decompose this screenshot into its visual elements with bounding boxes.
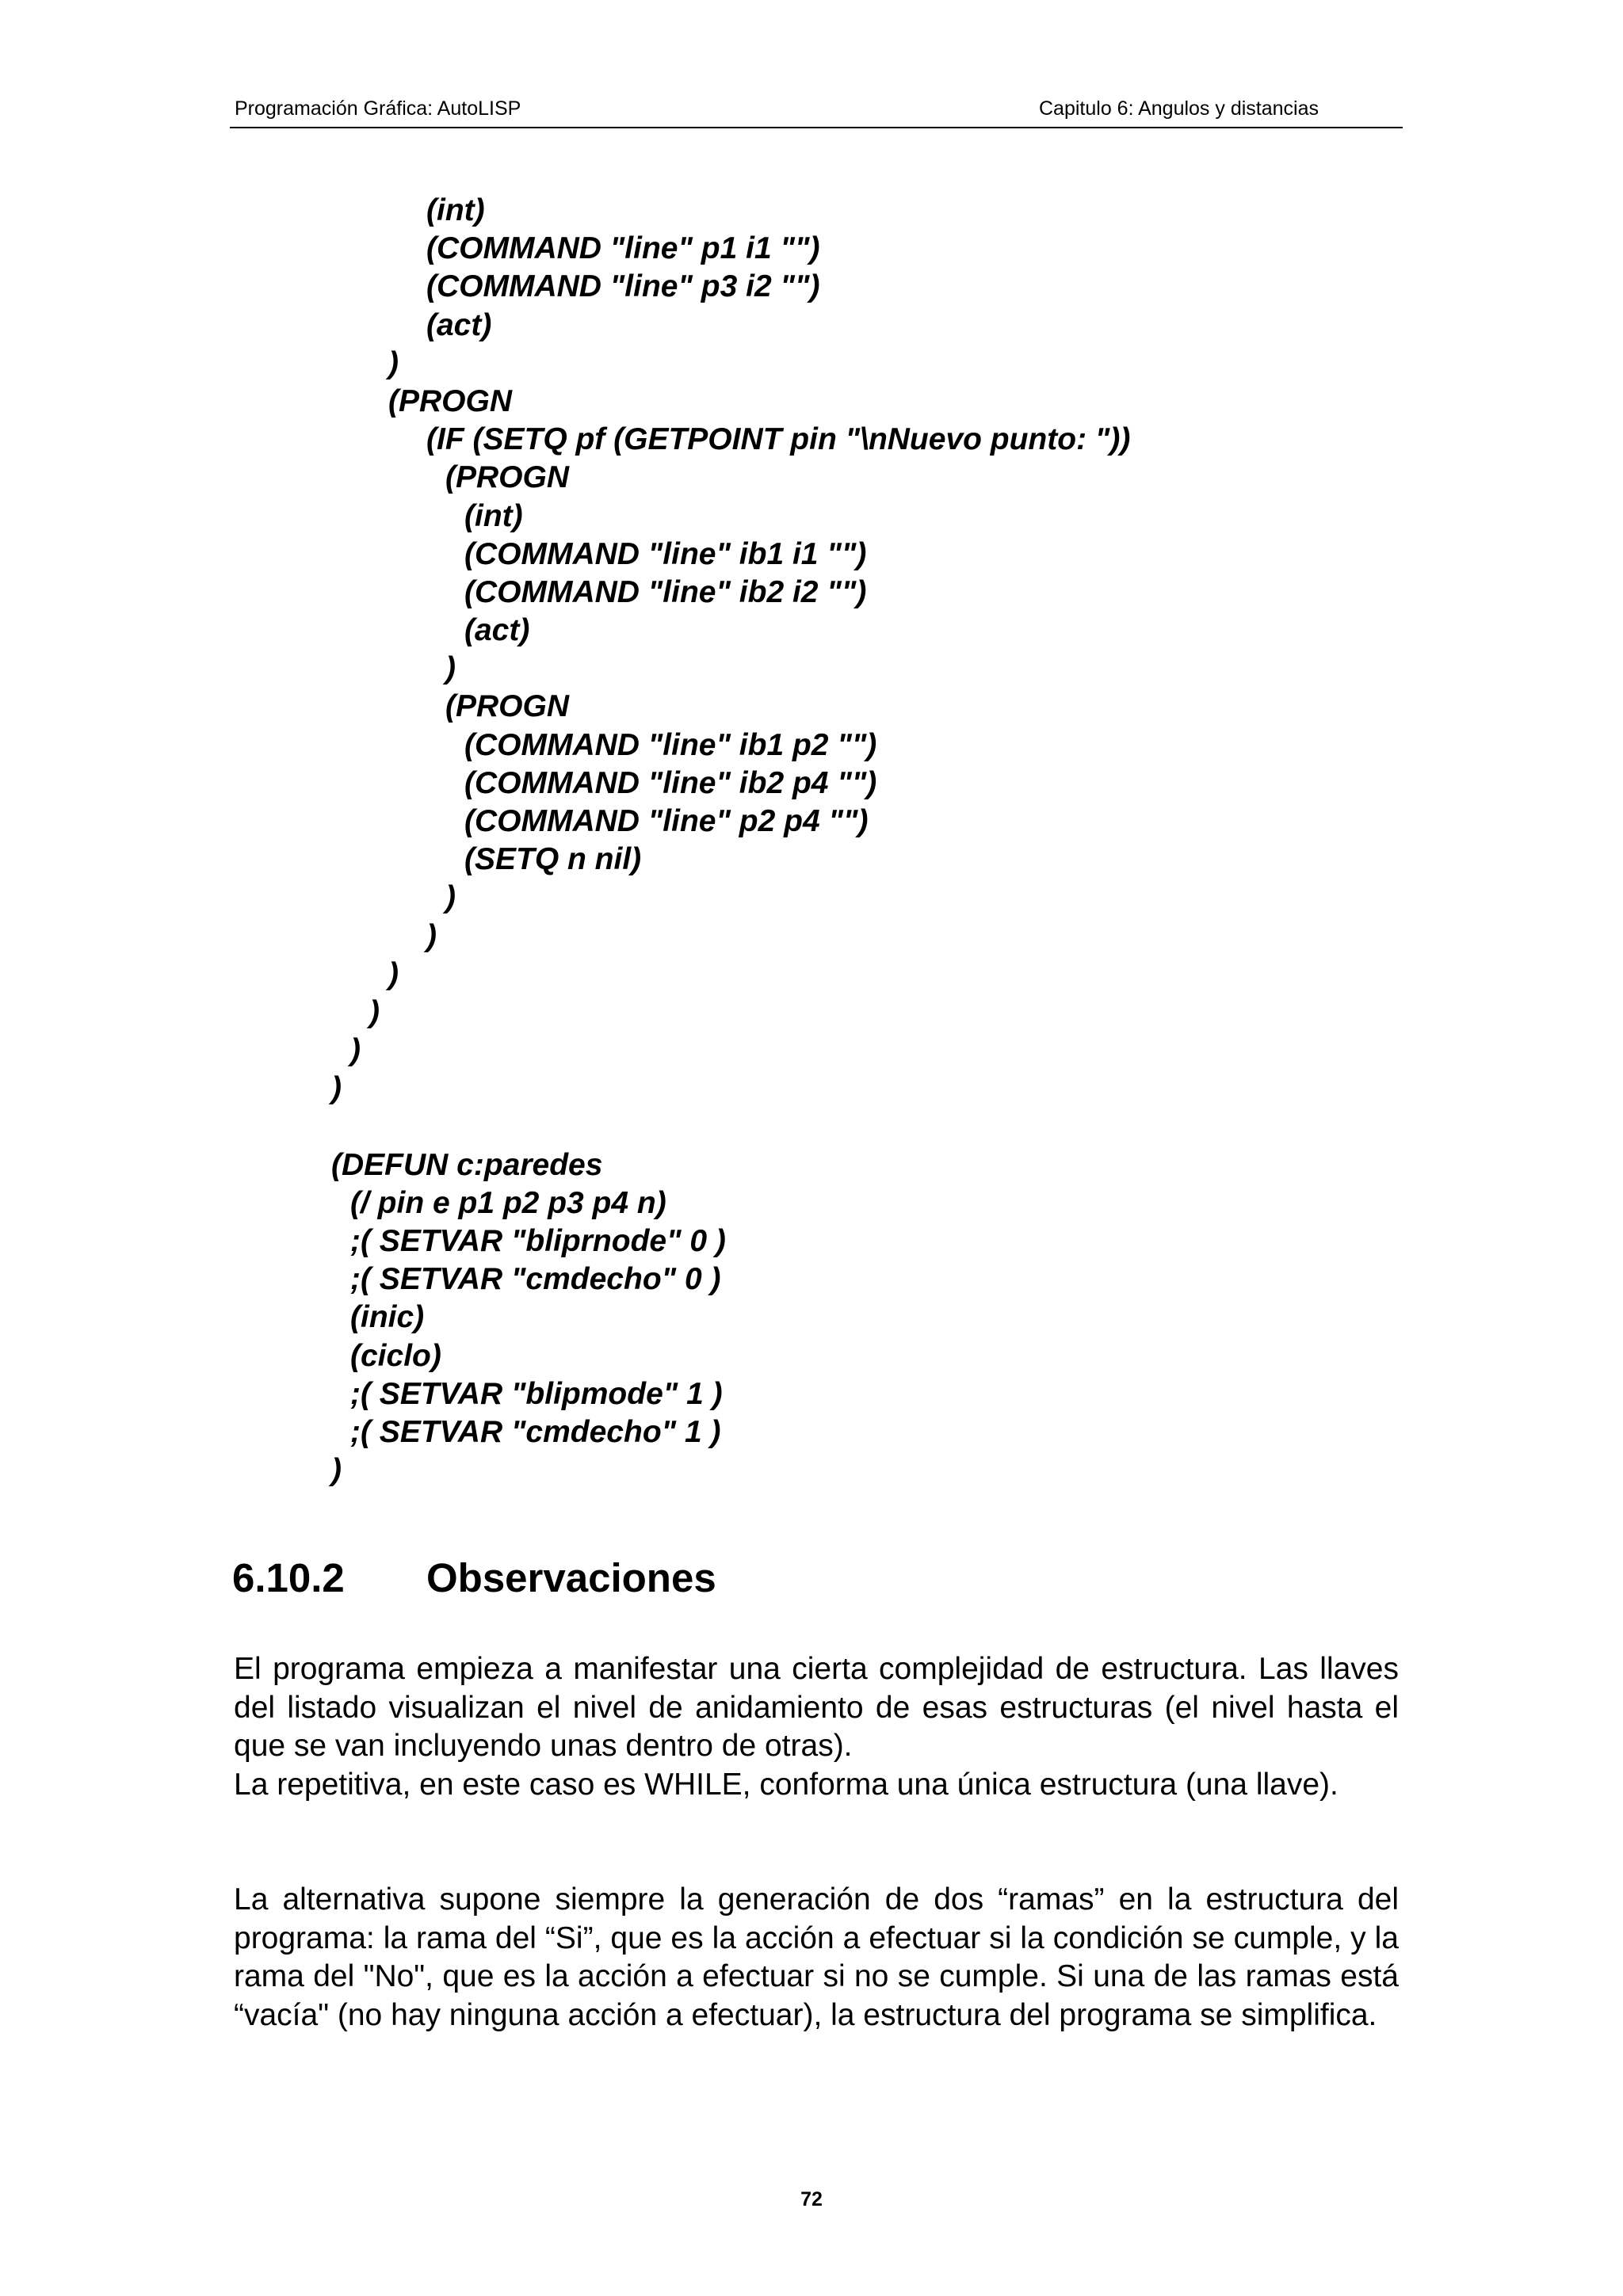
header-chapter-title: Capitulo 6: Angulos y distancias — [1039, 97, 1319, 120]
page-header — [230, 93, 1403, 128]
code-line: (COMMAND "line" ib2 p4 "") — [464, 765, 877, 800]
code-line: ) — [350, 1033, 361, 1068]
code-line: (DEFUN c:paredes — [331, 1147, 603, 1182]
paragraph-structure — [234, 1650, 1399, 1804]
code-line: (int) — [426, 193, 485, 227]
code-line: ) — [331, 1071, 342, 1106]
code-line: (/ pin e p1 p2 p3 p4 n) — [350, 1185, 666, 1220]
paragraph-text: La repetitiva, en este caso es WHILE, conforma una única estructura (una llave). — [234, 1767, 1338, 1802]
code-line: (ciclo) — [350, 1338, 441, 1373]
code-line — [317, 1108, 1130, 1146]
code-line: ;( SETVAR "bliprnode" 0 ) — [350, 1224, 726, 1259]
code-line: ) — [388, 345, 399, 380]
code-line: ) — [331, 1453, 342, 1488]
code-line: (COMMAND "line" ib1 i1 "") — [464, 536, 867, 571]
code-line: (PROGN — [388, 383, 512, 418]
code-line: ) — [426, 918, 437, 953]
code-line: (IF (SETQ pf (GETPOINT pin "\nNuevo punto: ")) — [426, 422, 1131, 457]
page-number: 72 — [800, 2188, 823, 2210]
code-line: ) — [445, 651, 456, 686]
code-line: (COMMAND "line" ib2 i2 "") — [464, 574, 867, 609]
code-line: ;( SETVAR "blipmode" 1 ) — [350, 1376, 723, 1411]
code-line: ) — [369, 994, 380, 1029]
code-line: (int) — [464, 498, 523, 533]
code-line: (PROGN — [445, 689, 569, 724]
code-line: (COMMAND "line" p1 i1 "") — [426, 231, 820, 266]
code-line: ) — [445, 880, 456, 915]
paragraph-alternative — [234, 1881, 1399, 2035]
code-line: (act) — [464, 613, 530, 648]
code-listing — [317, 192, 1130, 1489]
section-heading — [232, 1554, 716, 1601]
code-line: (inic) — [350, 1300, 425, 1335]
code-line: ;( SETVAR "cmdecho" 0 ) — [350, 1262, 721, 1297]
code-line: (COMMAND "line" ib1 p2 "") — [464, 727, 877, 762]
code-line: (COMMAND "line" p3 i2 "") — [426, 269, 820, 304]
code-line: (COMMAND "line" p2 p4 "") — [464, 804, 869, 838]
code-line: (PROGN — [445, 460, 569, 495]
header-book-title: Programación Gráfica: AutoLISP — [235, 97, 521, 120]
section-title: Observaciones — [426, 1555, 716, 1600]
code-line: ) — [388, 956, 399, 991]
section-number: 6.10.2 — [232, 1555, 345, 1600]
paragraph-text: El programa empieza a manifestar una cierta complejidad de estructura. Las llaves del listado visualizan el nivel de anidamiento de esas estructuras (el nivel hasta el que se van incluyendo unas dentro de otras). — [234, 1652, 1399, 1763]
code-line: (SETQ n nil) — [464, 842, 642, 877]
paragraph-text: La alternativa supone siempre la generación de dos “ramas” en la estructura del programa: la rama del “Si”, que es la acción a efectuar si la condición se cumple, y la rama del "No", que es la acción a efectuar si no se cumple. Si una de las ramas está “vacía" (no hay ninguna acción a efectuar), la estructura del programa se simplifica. — [234, 1882, 1399, 2032]
code-line: (act) — [426, 307, 492, 342]
code-line: ;( SETVAR "cmdecho" 1 ) — [350, 1415, 721, 1449]
